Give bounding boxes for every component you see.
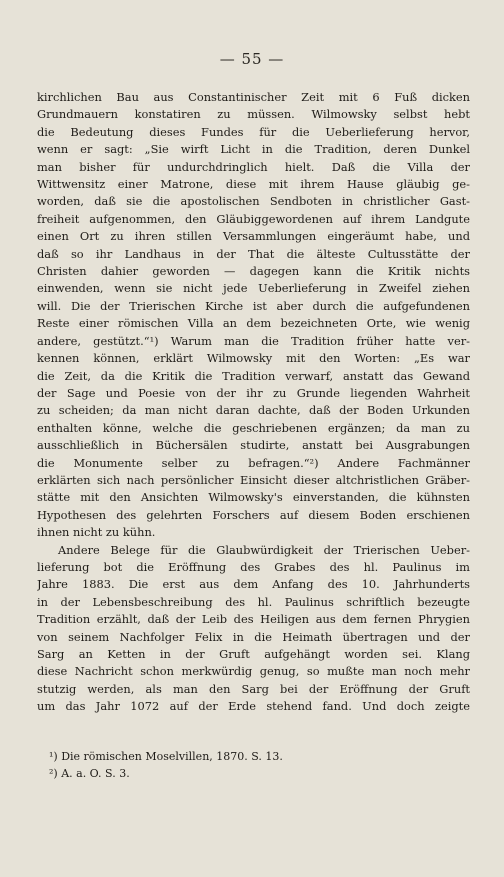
text-line: Jahre 1883. Die erst aus dem Anfang des 10. Jahrhunderts (37, 577, 470, 592)
text-line: die Bedeutung dieses Fundes für die Ueberlieferung hervor, (37, 124, 470, 139)
text-line: einwenden, wenn sie nicht jede Ueberlieferung in Zweifel ziehen (37, 281, 470, 296)
text-line: Sarg an Ketten in der Gruft aufgehängt worden sei. Klang (37, 647, 470, 661)
text-line: Grundmauern konstatiren zu müssen. Wilmowsky selbst hebt (37, 107, 470, 122)
text-line: die Zeit, da die Kritik die Tradition verwarf, anstatt das Gewand (37, 368, 470, 383)
text-line: Tradition erzählt, daß der Leib des Heiligen aus dem fernen Phrygien (37, 612, 470, 627)
text-line: daß so ihr Landhaus in der That die älteste Cultusstätte der (37, 246, 470, 261)
text-line: lieferung bot die Eröffnung des Grabes des hl. Paulinus im (37, 559, 470, 574)
text-line: Hypothesen des gelehrten Forschers auf diesem Boden erschienen (37, 507, 470, 522)
text-line: Christen dahier geworden — dagegen kann die Kritik nichts (37, 264, 470, 279)
text-line: wenn er sagt: „Sie wirft Licht in die Tradition, deren Dunkel (37, 142, 470, 157)
footnote-2: ²) A. a. O. S. 3. (49, 767, 130, 780)
text-line: ausschließlich in Büchersälen studirte, anstatt bei Ausgrabungen (37, 438, 470, 453)
paragraph-1 (37, 89, 470, 542)
text-line: andere, gestützt.“¹) Warum man die Tradition früher hatte ver- (37, 333, 470, 348)
footnote-1: ¹) Die römischen Moselvillen, 1870. S. 13. (49, 750, 283, 763)
text-line: kennen können, erklärt Wilmowsky mit den Worten: „Es war (37, 351, 470, 366)
text-line: freiheit aufgenommen, den Gläubiggewordenen auf ihrem Landgute (37, 211, 470, 226)
text-line: will. Die der Trierischen Kirche ist aber durch die aufgefundenen (37, 298, 470, 313)
text-line: von seinem Nachfolger Felix in die Heimath übertragen und der (37, 629, 470, 644)
paragraph-2 (37, 542, 470, 716)
text-line: Andere Belege für die Glaubwürdigkeit der Trierischen Ueber- (58, 542, 470, 557)
text-line: Reste einer römischen Villa an dem bezeichneten Orte, wie wenig (37, 316, 470, 331)
text-line: diese Nachricht schon merkwürdig genug, so mußte man noch mehr (37, 664, 470, 679)
text-line: enthalten könne, welche die geschriebenen ergänzen; da man zu (37, 420, 470, 435)
text-line: erklärten sich nach persönlicher Einsicht dieser altchristlichen Gräber- (37, 472, 470, 487)
text-line: zu scheiden; da man nicht daran dachte, daß der Boden Urkunden (37, 403, 470, 418)
text-line: ihnen nicht zu kühn. (37, 525, 156, 540)
text-line: Wittwensitz einer Matrone, diese mit ihrem Hause gläubig ge- (37, 177, 470, 192)
text-line: stutzig werden, als man den Sarg bei der Eröffnung der Gruft (37, 681, 470, 696)
text-line: kirchlichen Bau aus Constantinischer Zeit mit 6 Fuß dicken (37, 90, 470, 104)
text-line: man bisher für undurchdringlich hielt. Daß die Villa der (37, 159, 470, 174)
text-line: die Monumente selber zu befragen.“²) Andere Fachmänner (37, 455, 470, 470)
text-line: worden, daß sie die apostolischen Sendboten in christlicher Gast- (37, 194, 470, 209)
text-line: der Sage und Poesie von der ihr zu Grunde liegenden Wahrheit (37, 385, 470, 400)
text-line: in der Lebensbeschreibung des hl. Paulinus schriftlich bezeugte (37, 594, 470, 609)
footnotes (37, 748, 470, 782)
page-number: — 55 — (219, 50, 285, 68)
text-line: einen Ort zu ihren stillen Versammlungen eingeräumt habe, und (37, 229, 470, 244)
text-line: um das Jahr 1072 auf der Erde stehend fand. Und doch zeigte (37, 699, 470, 714)
body-text (37, 89, 470, 716)
text-line: stätte mit den Ansichten Wilmowsky's einverstanden, die kühnsten (37, 490, 470, 505)
